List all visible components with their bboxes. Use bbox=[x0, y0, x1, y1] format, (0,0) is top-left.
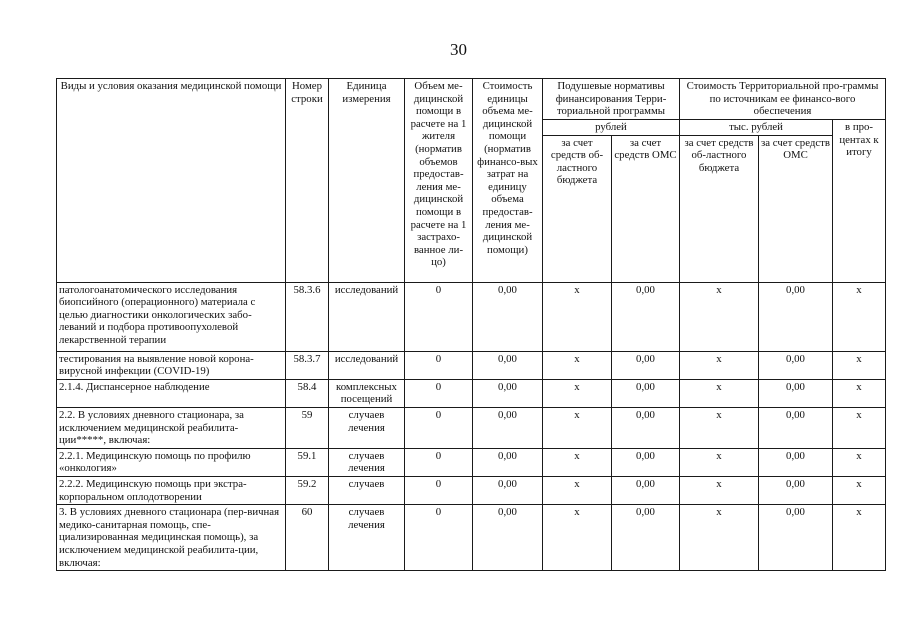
row-unit: исследований bbox=[329, 351, 405, 379]
row-pc-oms: 0,00 bbox=[612, 476, 680, 504]
row-percent: х bbox=[833, 448, 886, 476]
row-pc-oms: 0,00 bbox=[612, 448, 680, 476]
row-unit: случаев лечения bbox=[329, 448, 405, 476]
row-name: патологоанатомического исследования биопсийного (операционного) материала с целью диагностики онкологических забо-леваний и подбора противоопухолевой лекарственной терапии bbox=[57, 282, 286, 351]
row-pc-regional: х bbox=[543, 448, 612, 476]
row-number: 59.2 bbox=[286, 476, 329, 504]
row-tc-oms: 0,00 bbox=[759, 448, 833, 476]
table-row bbox=[57, 505, 886, 571]
row-unit: случаев лечения bbox=[329, 505, 405, 571]
row-name: тестирования на выявление новой корона-вирусной инфекции (COVID-19) bbox=[57, 351, 286, 379]
row-unit: случаев bbox=[329, 476, 405, 504]
row-name: 2.1.4. Диспансерное наблюдение bbox=[57, 379, 286, 407]
row-tc-oms: 0,00 bbox=[759, 351, 833, 379]
row-cost: 0,00 bbox=[473, 407, 543, 448]
header-oms-2: за счет средств ОМС bbox=[759, 135, 833, 282]
header-program-cost: Стоимость Территориальной про-граммы по источникам ее финансо-вого обеспечения bbox=[680, 79, 886, 120]
row-name: 3. В условиях дневного стационара (пер-вичная медико-санитарная помощь, спе-циализированная медицинская помощь), за исключением медицинской реабилита-ции, включая: bbox=[57, 505, 286, 571]
row-name: 2.2.2. Медицинскую помощь при экстра-корпоральном оплодотворении bbox=[57, 476, 286, 504]
row-tc-regional: х bbox=[680, 407, 759, 448]
row-tc-regional: х bbox=[680, 379, 759, 407]
row-cost: 0,00 bbox=[473, 282, 543, 351]
row-volume: 0 bbox=[405, 379, 473, 407]
header-percent: в про-центах к итогу bbox=[833, 120, 886, 283]
table-header bbox=[57, 79, 886, 283]
table-row bbox=[57, 351, 886, 379]
row-tc-oms: 0,00 bbox=[759, 282, 833, 351]
header-volume: Объем ме-дицинской помощи в расчете на 1 жителя (норматив объемов предостав-ления ме-дицинской помощи в расчете на 1 застрахо-ванное ли-цо) bbox=[405, 79, 473, 283]
row-tc-oms: 0,00 bbox=[759, 407, 833, 448]
row-unit: случаев лечения bbox=[329, 407, 405, 448]
header-regional-budget: за счет средств об-ластного бюджета bbox=[543, 135, 612, 282]
row-pc-regional: х bbox=[543, 379, 612, 407]
table-row bbox=[57, 379, 886, 407]
row-percent: х bbox=[833, 379, 886, 407]
row-number: 58.3.6 bbox=[286, 282, 329, 351]
row-tc-regional: х bbox=[680, 282, 759, 351]
table-row bbox=[57, 407, 886, 448]
page-number: 30 bbox=[450, 40, 467, 59]
row-number: 60 bbox=[286, 505, 329, 571]
row-percent: х bbox=[833, 505, 886, 571]
row-tc-oms: 0,00 bbox=[759, 476, 833, 504]
row-tc-oms: 0,00 bbox=[759, 505, 833, 571]
row-name: 2.2. В условиях дневного стационара, за исключением медицинской реабилита-ции*****, включая: bbox=[57, 407, 286, 448]
row-tc-regional: х bbox=[680, 351, 759, 379]
row-cost: 0,00 bbox=[473, 351, 543, 379]
row-percent: х bbox=[833, 282, 886, 351]
row-cost: 0,00 bbox=[473, 476, 543, 504]
header-unit-cost: Стоимость единицы объема ме-дицинской помощи (норматив финансо-вых затрат на единицу объема предостав-ления ме-дицинской помощи) bbox=[473, 79, 543, 283]
header-rubles: рублей bbox=[543, 120, 680, 136]
row-cost: 0,00 bbox=[473, 505, 543, 571]
row-cost: 0,00 bbox=[473, 448, 543, 476]
row-pc-oms: 0,00 bbox=[612, 407, 680, 448]
row-volume: 0 bbox=[405, 448, 473, 476]
row-unit: исследований bbox=[329, 282, 405, 351]
row-number: 59.1 bbox=[286, 448, 329, 476]
row-volume: 0 bbox=[405, 476, 473, 504]
row-volume: 0 bbox=[405, 505, 473, 571]
table-row bbox=[57, 282, 886, 351]
row-pc-oms: 0,00 bbox=[612, 505, 680, 571]
row-volume: 0 bbox=[405, 407, 473, 448]
header-unit: Единица измерения bbox=[329, 79, 405, 283]
table-row bbox=[57, 476, 886, 504]
row-cost: 0,00 bbox=[473, 379, 543, 407]
row-pc-regional: х bbox=[543, 282, 612, 351]
row-tc-regional: х bbox=[680, 476, 759, 504]
row-tc-oms: 0,00 bbox=[759, 379, 833, 407]
header-oms: за счет средств ОМС bbox=[612, 135, 680, 282]
row-percent: х bbox=[833, 407, 886, 448]
row-percent: х bbox=[833, 351, 886, 379]
row-unit: комплексных посещений bbox=[329, 379, 405, 407]
row-pc-regional: х bbox=[543, 505, 612, 571]
header-regional-budget-2: за счет средств об-ластного бюджета bbox=[680, 135, 759, 282]
row-tc-regional: х bbox=[680, 448, 759, 476]
row-percent: х bbox=[833, 476, 886, 504]
row-number: 58.3.7 bbox=[286, 351, 329, 379]
row-pc-regional: х bbox=[543, 476, 612, 504]
row-volume: 0 bbox=[405, 282, 473, 351]
row-name: 2.2.1. Медицинскую помощь по профилю «онкология» bbox=[57, 448, 286, 476]
row-pc-oms: 0,00 bbox=[612, 379, 680, 407]
row-volume: 0 bbox=[405, 351, 473, 379]
row-tc-regional: х bbox=[680, 505, 759, 571]
row-pc-oms: 0,00 bbox=[612, 282, 680, 351]
data-table bbox=[56, 78, 886, 571]
header-row-number: Номер строки bbox=[286, 79, 329, 283]
row-number: 59 bbox=[286, 407, 329, 448]
row-pc-oms: 0,00 bbox=[612, 351, 680, 379]
header-per-capita: Подушевые нормативы финансирования Терри-ториальной программы bbox=[543, 79, 680, 120]
row-pc-regional: х bbox=[543, 351, 612, 379]
header-kinds: Виды и условия оказания медицинской помощи bbox=[57, 79, 286, 283]
row-pc-regional: х bbox=[543, 407, 612, 448]
table-row bbox=[57, 448, 886, 476]
row-number: 58.4 bbox=[286, 379, 329, 407]
header-thousand-rubles: тыс. рублей bbox=[680, 120, 833, 136]
